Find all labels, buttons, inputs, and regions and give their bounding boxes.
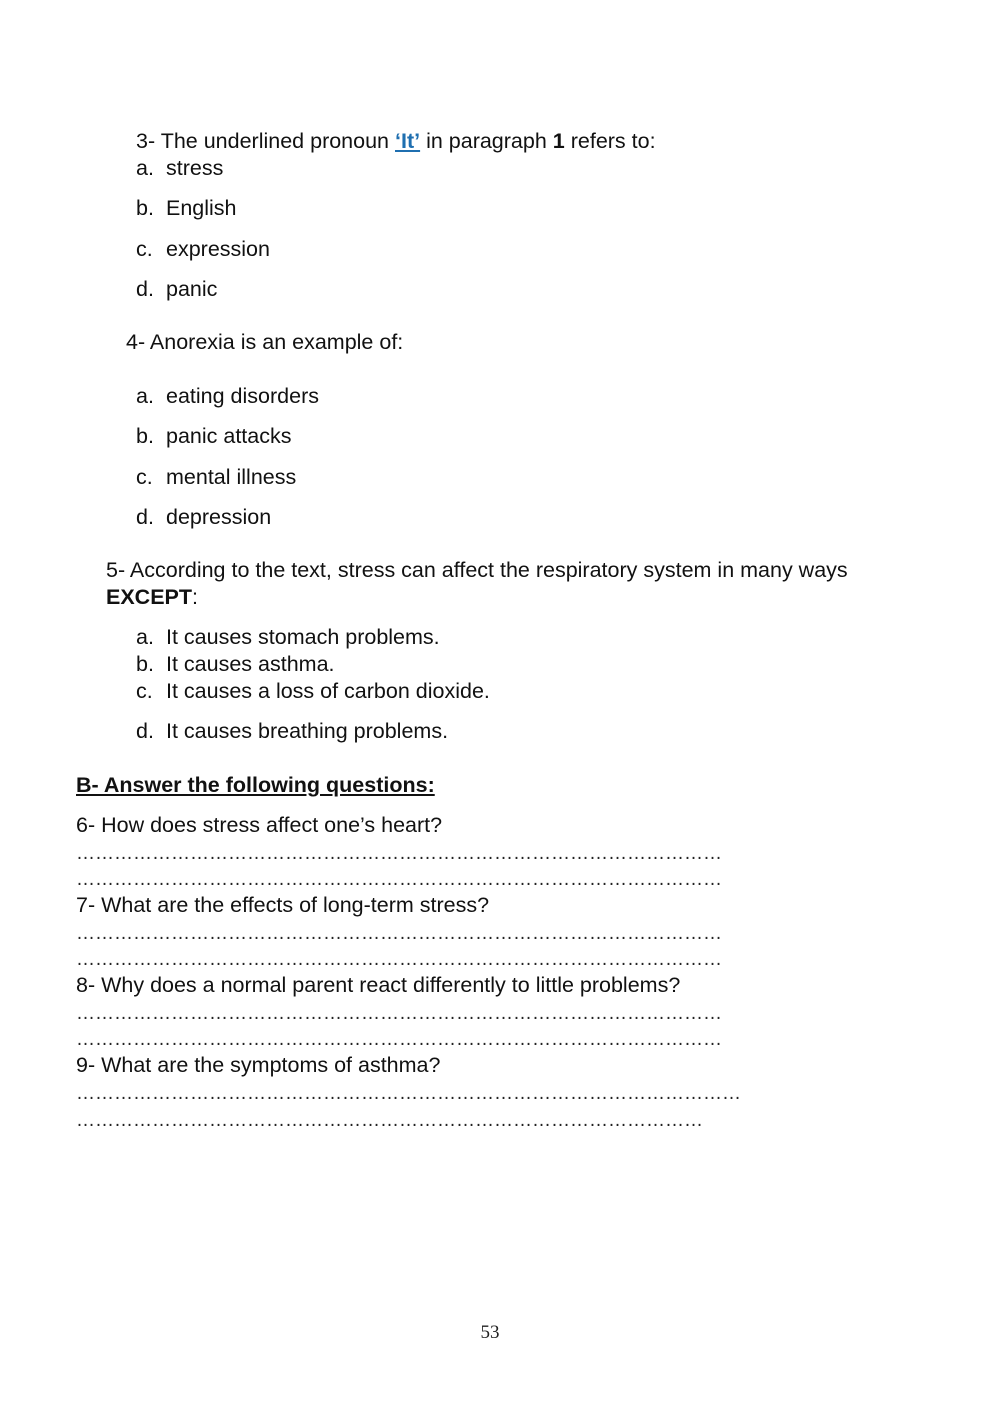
q3-keyword: ‘It’: [395, 129, 421, 153]
answer-line: ……………………………………………………………………………………………: [76, 1083, 741, 1104]
option-text: eating disorders: [166, 384, 319, 408]
answer-line: …………………………………………………………………………………………: [76, 843, 722, 864]
q3-option-a: [136, 155, 223, 181]
answer-line: …………………………………………………………………………………………: [76, 1029, 722, 1050]
option-letter: b.: [136, 652, 154, 676]
option-letter: a.: [136, 384, 154, 408]
option-text: stress: [166, 156, 224, 180]
q3-suffix: refers to:: [564, 129, 656, 153]
question-6: 6- How does stress affect one’s heart?: [76, 813, 443, 837]
q3-option-c: [136, 236, 270, 262]
option-letter: b.: [136, 424, 154, 448]
q5-option-d: [136, 718, 448, 744]
option-text: panic attacks: [166, 424, 292, 448]
question-3: [136, 128, 656, 154]
option-letter: c.: [136, 465, 153, 489]
q5-option-b: [136, 651, 335, 677]
option-letter: c.: [136, 679, 153, 703]
option-text: expression: [166, 237, 270, 261]
answer-line: …………………………………………………………………………………………: [76, 869, 722, 890]
option-letter: a.: [136, 156, 154, 180]
question-5-line-2: [106, 584, 198, 610]
option-text: It causes a loss of carbon dioxide.: [166, 679, 490, 703]
option-text: It causes breathing problems.: [166, 719, 449, 743]
option-text: English: [166, 196, 237, 220]
q3-middle: in paragraph: [420, 129, 553, 153]
section-b-heading: B- Answer the following questions:: [76, 773, 435, 797]
option-letter: d.: [136, 505, 154, 529]
answer-line: ………………………………………………………………………………………: [76, 1110, 703, 1131]
answer-line: …………………………………………………………………………………………: [76, 923, 722, 944]
q4-option-b: [136, 423, 291, 449]
q4-option-a: [136, 383, 319, 409]
option-letter: a.: [136, 625, 154, 649]
option-text: depression: [166, 505, 272, 529]
question-4: 4- Anorexia is an example of:: [126, 330, 404, 354]
option-letter: b.: [136, 196, 154, 220]
page-number: 53: [480, 1322, 500, 1343]
q5-colon: :: [192, 585, 199, 609]
q3-paragraph-number: 1: [552, 129, 565, 153]
option-text: mental illness: [166, 465, 297, 489]
q5-except-word: EXCEPT: [106, 585, 193, 609]
option-letter: c.: [136, 237, 153, 261]
question-8: 8- Why does a normal parent react differently to little problems?: [76, 973, 681, 997]
option-letter: d.: [136, 719, 154, 743]
q3-prefix: 3- The underlined pronoun: [136, 129, 395, 153]
option-text: panic: [166, 277, 218, 301]
answer-line: …………………………………………………………………………………………: [76, 1003, 722, 1024]
q3-option-d: [136, 276, 217, 302]
answer-line: …………………………………………………………………………………………: [76, 949, 722, 970]
option-text: It causes asthma.: [166, 652, 335, 676]
question-5-line-1: 5- According to the text, stress can affect the respiratory system in many ways: [106, 558, 848, 582]
question-9: 9- What are the symptoms of asthma?: [76, 1053, 441, 1077]
question-7: 7- What are the effects of long-term stress?: [76, 893, 490, 917]
option-text: It causes stomach problems.: [166, 625, 440, 649]
q4-option-d: [136, 504, 271, 530]
q4-option-c: [136, 464, 296, 490]
option-letter: d.: [136, 277, 154, 301]
q5-option-a: [136, 624, 440, 650]
q3-option-b: [136, 195, 237, 221]
q5-option-c: [136, 678, 490, 704]
